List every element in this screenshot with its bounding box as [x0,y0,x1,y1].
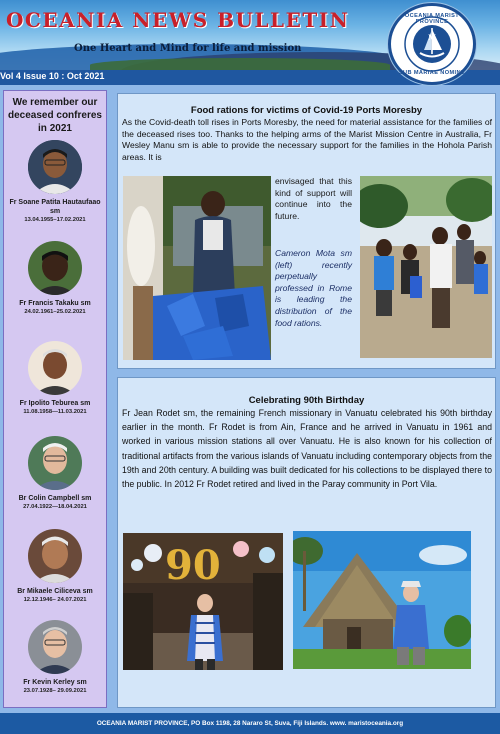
portrait-photo [28,140,82,194]
memorial-heading: We remember our deceased confreres in 2021 [8,97,102,134]
memorial-entry [4,620,106,695]
newsletter-title: OCEANIA NEWS BULLETIN [6,8,350,32]
memorial-entry [4,436,106,511]
confrere-name: Br Colin Campbell sm [18,495,92,502]
photo-caption: Cameron Mota sm (left) recently perpetually professed in Rome is leading the distribution of the food rations. [275,248,352,328]
memorial-sidebar [0,85,112,713]
food-distribution-photo [123,176,271,360]
svg-text:M: M [428,33,436,42]
confrere-name: Fr Francis Takaku sm [19,300,91,307]
confrere-name: Fr Soane Patita Hautaufaao sm [9,199,101,215]
memorial-entry [4,341,106,416]
issue-label: Vol 4 Issue 10 : Oct 2021 [0,71,105,81]
memorial-panel [3,90,107,708]
confrere-dates: 27.04.1922—18.04.2021 [23,504,87,510]
logo-top-text: OCEANIA MARIST PROVINCE [404,13,460,25]
province-logo [388,3,476,85]
confrere-name: Br Mikaele Ciliceva sm [17,588,93,595]
memorial-entry [4,529,106,604]
portrait-photo [28,620,82,674]
confrere-dates: 13.04.1955–17.02.2021 [24,217,86,223]
article-body: Fr Jean Rodet sm, the remaining French missionary in Vanuatu celebrated his 90th birthday earlier in the month. Fr Rodet is from Ain, France and he arrived in Vanuatu in 1961 and worked in various mission stations all over Vanuatu. He is also known for his collection of traditional artifacts from the various islands of Vanuatu including contemporary objects from the 19th and 20th century. A building was built dedicated for his collections to be displayed there to the public. In 2012 Fr Rodet retired and lived in the Paray community in Port Vila. [122,408,492,490]
article-food-rations [117,93,496,369]
confrere-dates: 11.08.1958—11.03.2021 [23,409,87,415]
article-body: As the Covid-death toll rises in Ports Moresby, the need for material assistance for the families of the deceased rises too. Thanks to the helping arms of the Marist Mission Centre in Australia, Fr Wesley Manu sm is able to provide the necessary support for the families in the Hohola Parish areas. It is [122,117,492,162]
confrere-dates: 24.02.1961–25.02.2021 [24,309,86,315]
portrait-photo [28,241,82,295]
logo-motto-text: SUB MARIAE NOMINE [398,70,466,76]
museum-building-photo [293,531,471,669]
confrere-name: Fr Ipolito Teburea sm [19,400,91,407]
article-title: Celebrating 90th Birthday [248,395,365,406]
portrait-photo [28,529,82,583]
portrait-photo [28,436,82,490]
confrere-name: Fr Kevin Kerley sm [23,679,87,686]
island-decoration [90,58,390,70]
parish-recipients-photo [360,176,492,358]
footer-address: OCEANIA MARIST PROVINCE, PO Box 1198, 28 Nararo St, Suva, Fiji Islands. www. maristoceania.org [0,713,500,734]
memorial-entry [4,241,106,316]
article-body-continued: envisaged that this kind of support will continue into the future. [275,176,352,221]
birthday-celebration-photo [123,533,283,670]
article-title: Food rations for victims of Covid-19 Ports Moresby [190,105,423,116]
newsletter-tagline: One Heart and Mind for life and mission [74,43,302,54]
balloon-digits: 90 [165,542,221,589]
article-90th-birthday [117,377,496,708]
portrait-photo [28,341,82,395]
confrere-dates: 23.07.1928– 29.09.2021 [23,688,87,694]
confrere-dates: 12.12.1946– 24.07.2021 [23,597,87,603]
memorial-entry [4,140,106,224]
